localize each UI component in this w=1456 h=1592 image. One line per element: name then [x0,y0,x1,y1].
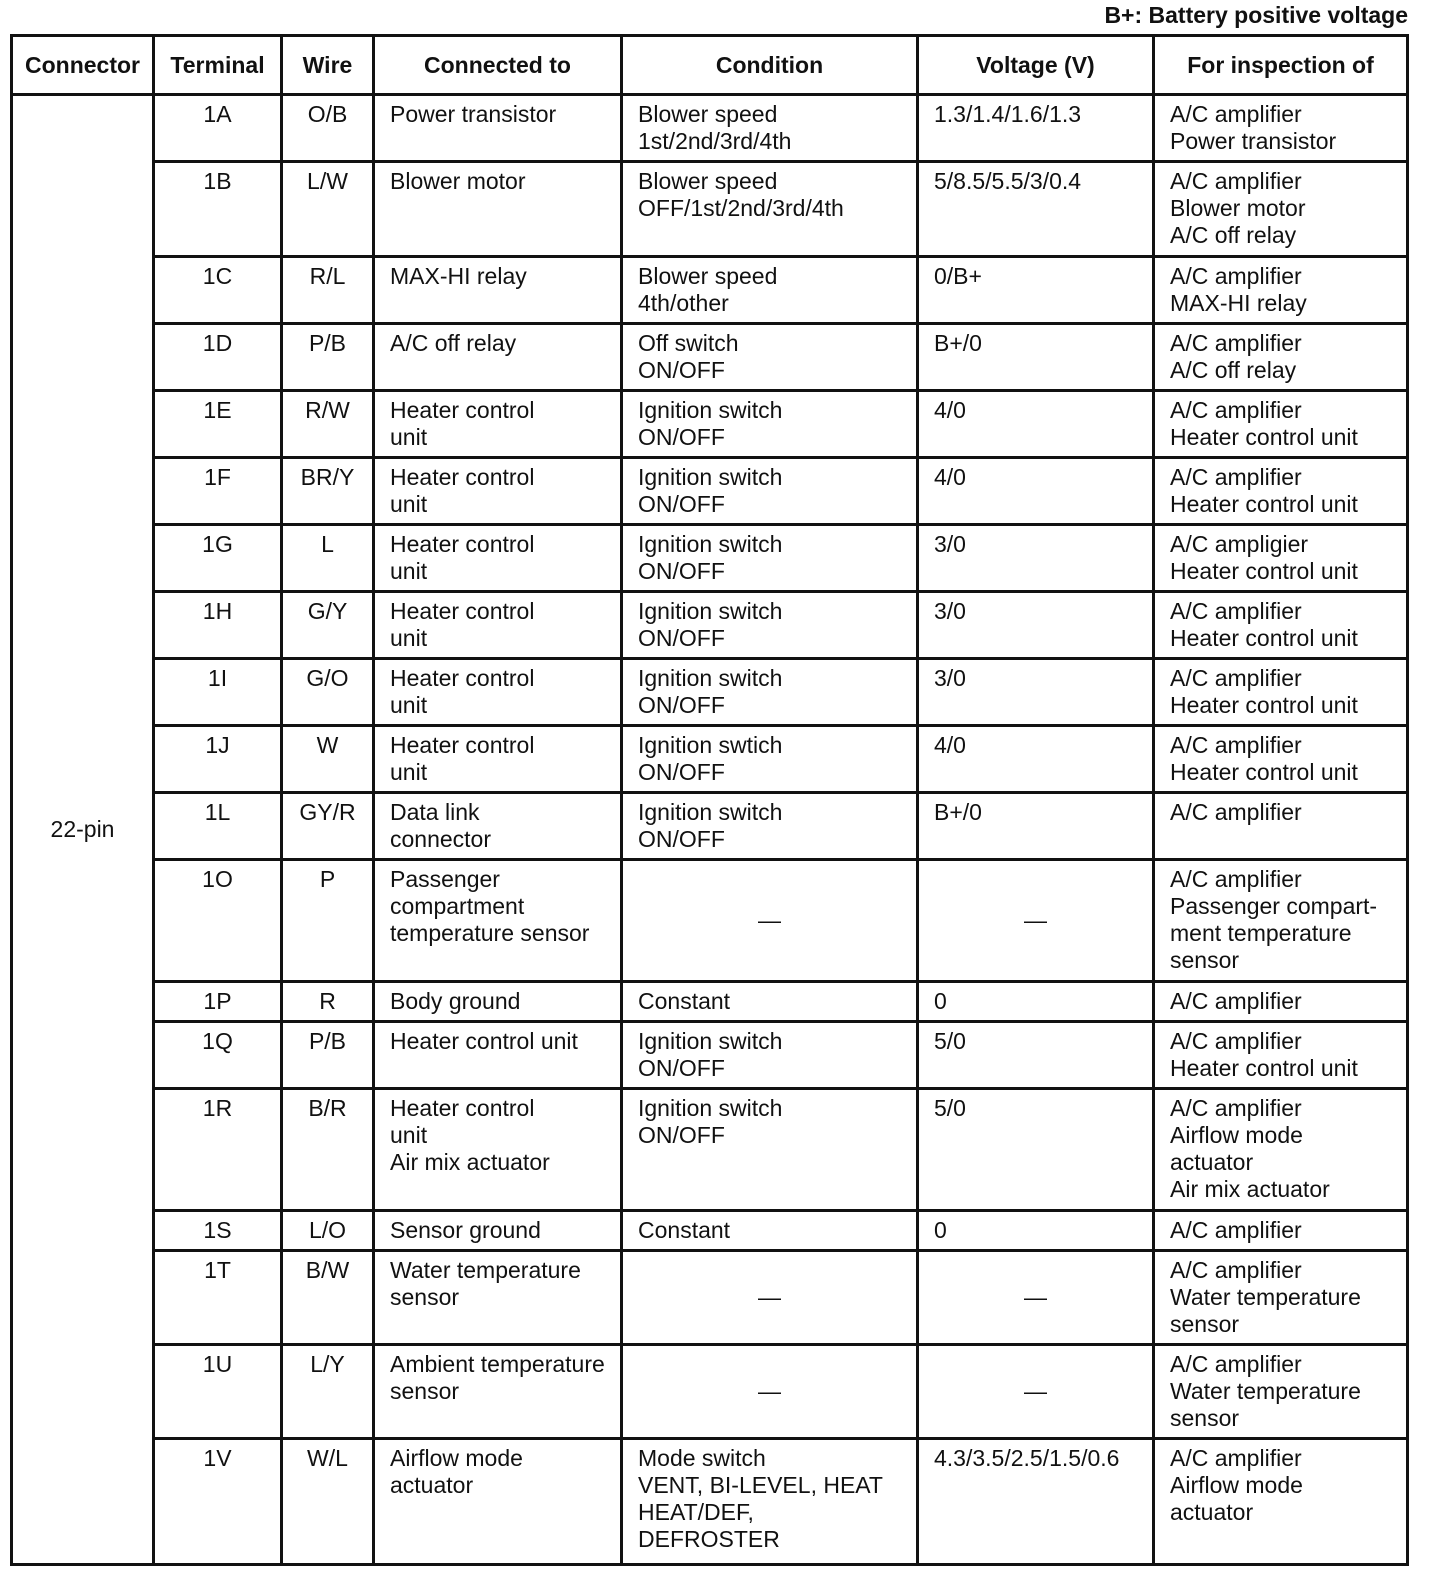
inspection-cell [1154,1251,1408,1345]
inspection-cell [1154,1089,1408,1211]
inspection-cell-line: Water temperature [1170,1284,1361,1310]
condition-cell [622,1089,918,1211]
table-row [12,1022,1408,1089]
condition-cell-line: ON/OFF [638,692,725,718]
connected-to-cell-line: Ambient temperature [390,1351,605,1377]
condition-cell-line: Constant [638,988,731,1014]
inspection-cell-line: A/C amplifier [1170,1351,1302,1377]
inspection-cell-line: A/C off relay [1170,222,1297,248]
inspection-cell [1154,592,1408,659]
table-row [12,726,1408,793]
table-row [12,793,1408,860]
table-row [12,95,1408,162]
table-row [12,659,1408,726]
condition-cell [622,257,918,324]
condition-cell [622,1251,918,1345]
condition-cell [622,1345,918,1439]
connected-to-cell-line: MAX-HI relay [390,263,527,289]
condition-cell-line: ON/OFF [638,491,725,517]
terminal-cell: 1H [154,592,282,659]
wire-cell: R [282,982,374,1022]
inspection-cell [1154,982,1408,1022]
wire-cell: P/B [282,324,374,391]
connected-to-cell-line: compartment [390,893,525,919]
condition-cell-line: Ignition switch [638,464,783,490]
condition-cell-line: HEAT/DEF, [638,1499,754,1525]
condition-cell-line: VENT, BI-LEVEL, HEAT [638,1472,883,1498]
condition-cell-line: ON/OFF [638,625,725,651]
wire-cell: P/B [282,1022,374,1089]
inspection-cell-line: Heater control unit [1170,692,1358,718]
connected-to-cell-line: Heater control [390,665,535,691]
header-inspection: For inspection of [1154,36,1408,95]
wire-cell: GY/R [282,793,374,860]
battery-voltage-note: B+: Battery positive voltage [1104,2,1408,28]
wire-cell: W [282,726,374,793]
connected-to-cell-line: Water temperature [390,1257,581,1283]
terminal-table [10,34,1409,1566]
terminal-cell: 1B [154,162,282,257]
inspection-cell-line: sensor [1170,1405,1240,1431]
wire-cell: B/R [282,1089,374,1211]
inspection-cell [1154,1022,1408,1089]
inspection-cell-line: Heater control unit [1170,759,1358,785]
connected-to-cell-line: Heater control [390,531,535,557]
terminal-cell: 1T [154,1251,282,1345]
inspection-cell-line: A/C amplifier [1170,799,1302,825]
condition-cell-line: OFF/1st/2nd/3rd/4th [638,195,844,221]
connected-to-cell [374,659,622,726]
header-terminal: Terminal [154,36,282,95]
wire-cell: L/Y [282,1345,374,1439]
connected-to-cell-line: Airflow mode [390,1445,523,1471]
header-connector: Connector [12,36,154,95]
connected-to-cell [374,95,622,162]
condition-cell [622,860,918,982]
voltage-cell: 4.3/3.5/2.5/1.5/0.6 [918,1439,1154,1565]
connected-to-cell [374,793,622,860]
condition-cell-line: ON/OFF [638,424,725,450]
connected-to-cell-line: Heater control [390,1095,535,1121]
table-row [12,324,1408,391]
terminal-cell: 1J [154,726,282,793]
connected-to-cell-line: unit [390,1122,428,1148]
condition-cell-line: ON/OFF [638,1055,725,1081]
condition-cell-line: DEFROSTER [638,1526,780,1552]
condition-cell-line: Ignition switch [638,1028,783,1054]
inspection-cell-line: Heater control unit [1170,558,1358,584]
condition-cell-line: Ignition switch [638,531,783,557]
condition-cell-line: ON/OFF [638,1122,725,1148]
connected-to-cell-line: Body ground [390,988,521,1014]
inspection-cell-line: A/C amplifier [1170,168,1302,194]
connected-to-cell-line: A/C off relay [390,330,517,356]
inspection-cell-line: A/C amplifier [1170,1257,1302,1283]
connector-cell: 22-pin [12,95,154,1565]
header-connected-to: Connected to [374,36,622,95]
table-row [12,525,1408,592]
condition-cell [622,1022,918,1089]
connected-to-cell-line: connector [390,826,492,852]
inspection-cell [1154,726,1408,793]
connected-to-cell-line: Power transistor [390,101,557,127]
connected-to-cell [374,982,622,1022]
connected-to-cell-line: Heater control [390,464,535,490]
wire-cell: B/W [282,1251,374,1345]
inspection-cell-line: sensor [1170,1311,1240,1337]
inspection-cell-line: A/C amplifier [1170,665,1302,691]
condition-cell [622,1211,918,1251]
connected-to-cell-line: Heater control unit [390,1028,578,1054]
inspection-cell [1154,324,1408,391]
connected-to-cell [374,324,622,391]
condition-cell-line: — [758,907,781,933]
connected-to-cell-line: sensor [390,1284,460,1310]
inspection-cell-line: Heater control unit [1170,491,1358,517]
terminal-cell: 1O [154,860,282,982]
wire-cell: P [282,860,374,982]
table-row [12,982,1408,1022]
terminal-cell: 1L [154,793,282,860]
connected-to-cell [374,391,622,458]
table-row [12,1211,1408,1251]
terminal-cell: 1U [154,1345,282,1439]
voltage-cell: 4/0 [918,726,1154,793]
condition-cell [622,592,918,659]
inspection-cell [1154,793,1408,860]
connected-to-cell-line: unit [390,625,428,651]
inspection-cell [1154,1211,1408,1251]
table-row [12,592,1408,659]
condition-cell-line: 1st/2nd/3rd/4th [638,128,792,154]
header-row [12,36,1408,95]
connected-to-cell-line: Heater control [390,397,535,423]
voltage-cell: 4/0 [918,391,1154,458]
inspection-cell-line: actuator [1170,1499,1254,1525]
condition-cell-line: — [758,1284,781,1310]
connected-to-cell-line: Data link [390,799,480,825]
condition-cell-line: Ignition switch [638,799,783,825]
inspection-cell-line: Blower motor [1170,195,1306,221]
inspection-cell-line: sensor [1170,947,1240,973]
voltage-cell: — [918,1251,1154,1345]
connected-to-cell [374,860,622,982]
terminal-cell: 1S [154,1211,282,1251]
voltage-cell: 4/0 [918,458,1154,525]
condition-cell-line: ON/OFF [638,759,725,785]
voltage-cell: — [918,860,1154,982]
voltage-cell: 1.3/1.4/1.6/1.3 [918,95,1154,162]
connected-to-cell-line: actuator [390,1472,474,1498]
condition-cell-line: Blower speed [638,263,778,289]
inspection-cell [1154,391,1408,458]
inspection-cell-line: Passenger compart- [1170,893,1378,919]
inspection-cell-line: A/C off relay [1170,357,1297,383]
header-wire: Wire [282,36,374,95]
table-row [12,1345,1408,1439]
inspection-cell [1154,860,1408,982]
terminal-cell: 1A [154,95,282,162]
connected-to-cell-line: unit [390,558,428,584]
condition-cell [622,391,918,458]
inspection-cell-line: A/C ampligier [1170,531,1309,557]
inspection-cell [1154,257,1408,324]
inspection-cell-line: A/C amplifier [1170,330,1302,356]
connected-to-cell [374,1211,622,1251]
inspection-cell-line: A/C amplifier [1170,397,1302,423]
inspection-cell-line: A/C amplifier [1170,1217,1302,1243]
inspection-cell-line: ment temperature [1170,920,1352,946]
connected-to-cell [374,1345,622,1439]
inspection-cell-line: Heater control unit [1170,1055,1358,1081]
connected-to-cell-line: Sensor ground [390,1217,541,1243]
connected-to-cell [374,1089,622,1211]
condition-cell-line: Mode switch [638,1445,766,1471]
connected-to-cell-line: unit [390,692,428,718]
wire-cell: W/L [282,1439,374,1565]
condition-cell-line: Ignition switch [638,665,783,691]
voltage-cell: 0 [918,982,1154,1022]
voltage-cell: 5/0 [918,1022,1154,1089]
inspection-cell [1154,659,1408,726]
voltage-cell: 5/8.5/5.5/3/0.4 [918,162,1154,257]
condition-cell-line: Ignition switch [638,598,783,624]
inspection-cell-line: A/C amplifier [1170,263,1302,289]
connected-to-cell-line: Air mix actuator [390,1149,550,1175]
inspection-cell [1154,162,1408,257]
condition-cell [622,525,918,592]
connected-to-cell [374,1251,622,1345]
condition-cell-line: Ignition switch [638,1095,783,1121]
condition-cell [622,1439,918,1565]
inspection-cell [1154,525,1408,592]
connected-to-cell-line: Heater control [390,732,535,758]
wire-cell: L [282,525,374,592]
inspection-cell-line: actuator [1170,1149,1254,1175]
wire-cell: R/W [282,391,374,458]
connected-to-cell [374,257,622,324]
voltage-cell: 3/0 [918,592,1154,659]
terminal-cell: 1V [154,1439,282,1565]
inspection-cell [1154,1439,1408,1565]
voltage-cell: 3/0 [918,525,1154,592]
inspection-cell [1154,1345,1408,1439]
wire-cell: R/L [282,257,374,324]
inspection-cell-line: Water temperature [1170,1378,1361,1404]
terminal-cell: 1C [154,257,282,324]
condition-cell-line: — [758,1378,781,1404]
inspection-cell [1154,95,1408,162]
condition-cell-line: ON/OFF [638,826,725,852]
inspection-cell-line: A/C amplifier [1170,101,1302,127]
connected-to-cell-line: unit [390,759,428,785]
header-voltage: Voltage (V) [918,36,1154,95]
inspection-cell-line: A/C amplifier [1170,598,1302,624]
connected-to-cell-line: sensor [390,1378,460,1404]
condition-cell [622,793,918,860]
terminal-cell: 1G [154,525,282,592]
condition-cell-line: Blower speed [638,101,778,127]
inspection-cell-line: Heater control unit [1170,625,1358,651]
condition-cell [622,982,918,1022]
condition-cell [622,458,918,525]
inspection-cell-line: Airflow mode [1170,1472,1303,1498]
inspection-cell-line: Heater control unit [1170,424,1358,450]
voltage-cell: 3/0 [918,659,1154,726]
connected-to-cell-line: unit [390,491,428,517]
wire-cell: L/O [282,1211,374,1251]
table-row [12,860,1408,982]
terminal-cell: 1R [154,1089,282,1211]
inspection-cell-line: Airflow mode [1170,1122,1303,1148]
wire-cell: G/Y [282,592,374,659]
wire-cell: G/O [282,659,374,726]
inspection-cell-line: A/C amplifier [1170,1445,1302,1471]
inspection-cell [1154,458,1408,525]
inspection-cell-line: A/C amplifier [1170,732,1302,758]
connected-to-cell [374,1022,622,1089]
terminal-cell: 1F [154,458,282,525]
condition-cell-line: Ignition swtich [638,732,783,758]
condition-cell [622,726,918,793]
connected-to-cell [374,726,622,793]
connected-to-cell [374,1439,622,1565]
terminal-cell: 1D [154,324,282,391]
condition-cell [622,95,918,162]
voltage-cell: 5/0 [918,1089,1154,1211]
wire-cell: O/B [282,95,374,162]
condition-cell [622,659,918,726]
terminal-cell: 1Q [154,1022,282,1089]
inspection-cell-line: A/C amplifier [1170,1095,1302,1121]
connected-to-cell-line: Blower motor [390,168,526,194]
voltage-cell: — [918,1345,1154,1439]
inspection-cell-line: MAX-HI relay [1170,290,1307,316]
terminal-cell: 1P [154,982,282,1022]
connected-to-cell [374,525,622,592]
condition-cell [622,162,918,257]
condition-cell-line: ON/OFF [638,357,725,383]
connected-to-cell [374,592,622,659]
wire-cell: BR/Y [282,458,374,525]
connected-to-cell [374,162,622,257]
header-condition: Condition [622,36,918,95]
condition-cell-line: Blower speed [638,168,778,194]
table-row [12,257,1408,324]
connected-to-cell-line: temperature sensor [390,920,590,946]
connected-to-cell [374,458,622,525]
inspection-cell-line: Air mix actuator [1170,1176,1330,1202]
inspection-cell-line: A/C amplifier [1170,866,1302,892]
table-row [12,458,1408,525]
table-row [12,162,1408,257]
voltage-cell: 0/B+ [918,257,1154,324]
condition-cell [622,324,918,391]
condition-cell-line: Constant [638,1217,731,1243]
voltage-cell: B+/0 [918,324,1154,391]
wire-cell: L/W [282,162,374,257]
terminal-cell: 1I [154,659,282,726]
inspection-cell-line: A/C amplifier [1170,464,1302,490]
condition-cell-line: ON/OFF [638,558,725,584]
voltage-cell: B+/0 [918,793,1154,860]
connected-to-cell-line: Passenger [390,866,500,892]
inspection-cell-line: Power transistor [1170,128,1337,154]
connected-to-cell-line: Heater control [390,598,535,624]
table-row [12,1251,1408,1345]
voltage-cell: 0 [918,1211,1154,1251]
condition-cell-line: Off switch [638,330,739,356]
connected-to-cell-line: unit [390,424,428,450]
table-row [12,391,1408,458]
inspection-cell-line: A/C amplifier [1170,988,1302,1014]
table-row [12,1439,1408,1565]
inspection-cell-line: A/C amplifier [1170,1028,1302,1054]
condition-cell-line: Ignition switch [638,397,783,423]
condition-cell-line: 4th/other [638,290,729,316]
terminal-cell: 1E [154,391,282,458]
table-row [12,1089,1408,1211]
